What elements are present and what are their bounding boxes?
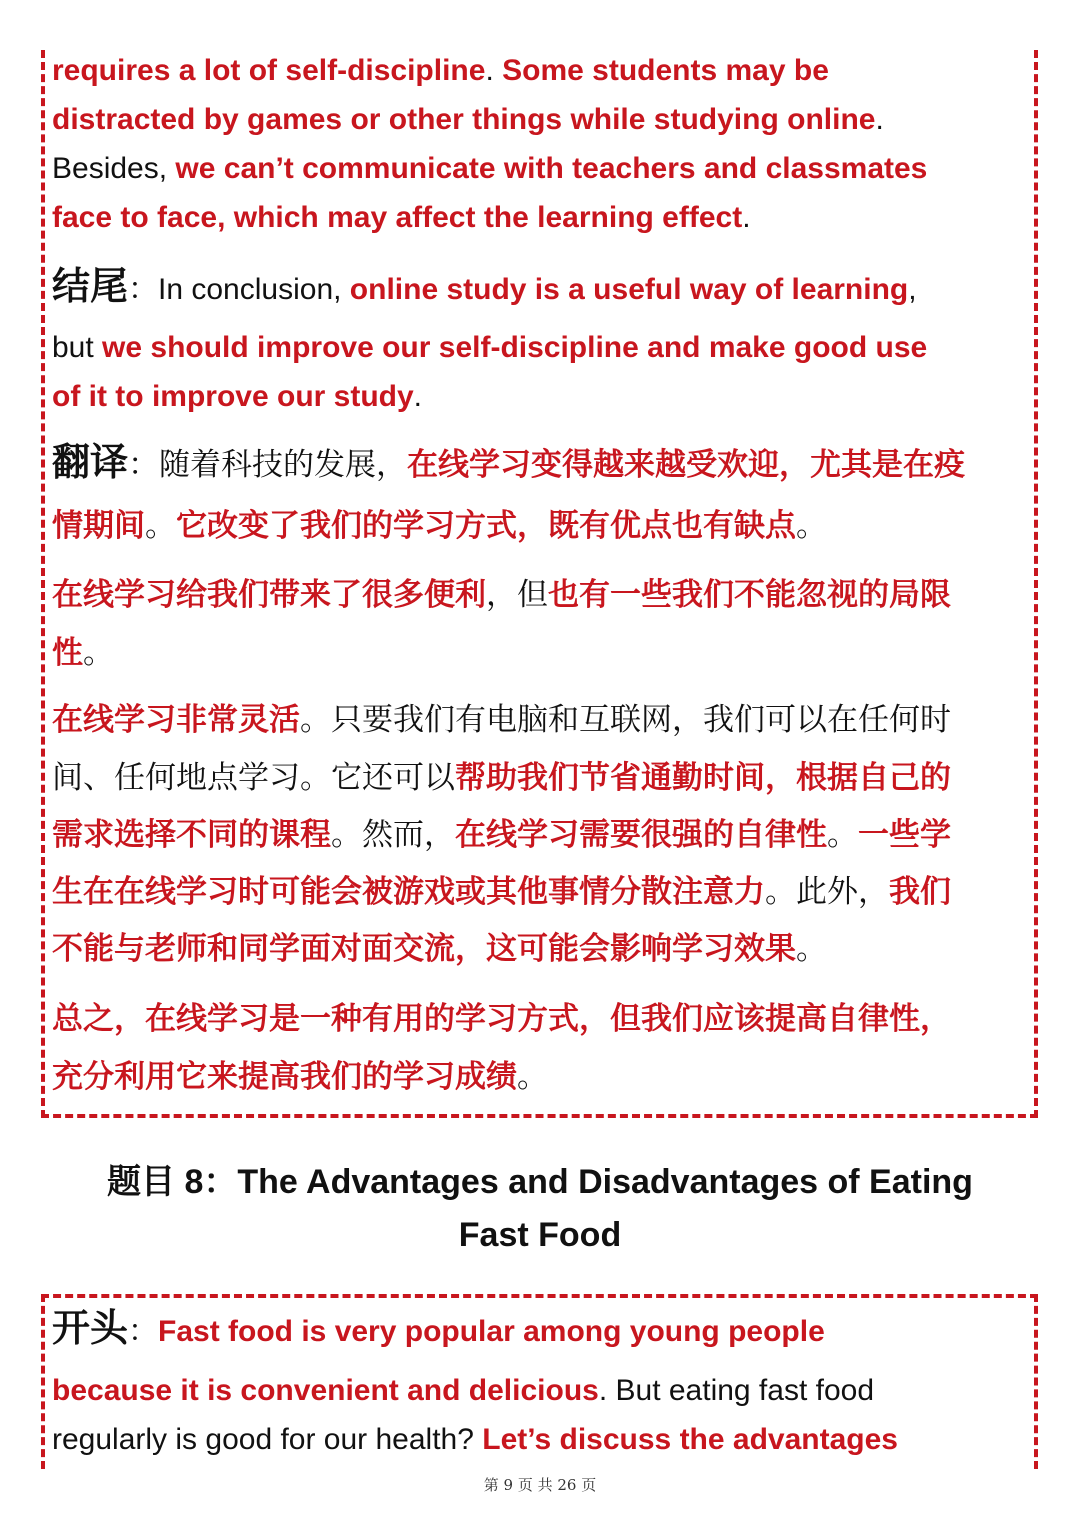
plain-text: 。此外，	[765, 874, 889, 910]
plain-text: .	[413, 380, 423, 413]
essay-line	[52, 46, 1027, 95]
plain-text: In conclusion,	[158, 273, 350, 306]
highlight-text: 性	[52, 635, 83, 671]
highlight-text: Some students may be	[502, 54, 829, 87]
plain-text: .	[485, 54, 503, 87]
translation-line	[52, 991, 1027, 1048]
opening-sep: ：	[128, 1315, 159, 1348]
translation-line	[52, 498, 1027, 555]
opening-text	[158, 1315, 825, 1348]
highlight-text: 在线学习需要很强的自律性	[455, 817, 827, 853]
highlight-text: distracted by games or other things while studying online	[52, 103, 876, 136]
highlight-text: 帮助我们节省通勤时间，根据自己的	[455, 760, 951, 796]
essay-line	[52, 144, 1027, 193]
translation-line	[52, 692, 1027, 749]
highlight-text: requires a lot of self-discipline	[52, 54, 486, 87]
translation-sep: ：	[128, 447, 160, 483]
translation-line	[52, 750, 1027, 807]
highlight-text: Fast food is very popular among young people	[158, 1315, 825, 1348]
highlight-text: 在线学习非常灵活	[52, 702, 300, 738]
essay-line	[52, 95, 1027, 144]
conclusion-sep: ：	[128, 273, 159, 306]
opening-line	[52, 1366, 1027, 1415]
plain-text: 。只要我们有电脑和互联网，我们可以在任何时	[300, 702, 951, 738]
conclusion-text	[158, 273, 917, 306]
plain-text: 。	[796, 931, 827, 967]
highlight-text: 总之，在线学习是一种有用的学习方式，但我们应该提高自律性，	[52, 1001, 951, 1037]
plain-text: 。然而，	[331, 817, 455, 853]
translation-line	[52, 921, 1027, 978]
highlight-text: 也有一些我们不能忽视的局限	[548, 577, 951, 613]
opening-line	[52, 1300, 1027, 1360]
plain-text: but	[52, 331, 103, 364]
highlight-text: 不能与老师和同学面对面交流，这可能会影响学习效果	[52, 931, 796, 967]
essay-line	[52, 193, 1027, 242]
translation-line	[52, 567, 1027, 624]
highlight-text: we can’t communicate with teachers and classmates	[175, 152, 928, 185]
highlight-text: we should improve our self-discipline and make good use	[102, 331, 928, 364]
conclusion-label: 结尾	[52, 264, 129, 308]
highlight-text: because it is convenient and delicious	[52, 1374, 599, 1407]
translation-text	[159, 447, 965, 483]
plain-text: 。	[145, 508, 176, 544]
plain-text: 。	[83, 635, 114, 671]
plain-text: . But eating fast food	[598, 1374, 875, 1407]
plain-text: 。	[796, 508, 827, 544]
conclusion-line	[52, 258, 1027, 318]
topic-title: 题目 8：The Advantages and Disadvantages of Eating	[107, 1163, 973, 1201]
plain-text: regularly is good for our health?	[52, 1423, 483, 1456]
plain-text: 随着科技的发展，	[159, 447, 408, 483]
highlight-text: 在线学习变得越来越受欢迎，尤其是在疫	[407, 447, 966, 483]
plain-text: ，但	[486, 577, 548, 613]
highlight-text: of it to improve our study	[52, 380, 414, 413]
plain-text: 间、任何地点学习。它还可以	[52, 760, 455, 796]
highlight-text: 需求选择不同的课程	[52, 817, 331, 853]
plain-text: 。	[517, 1059, 548, 1095]
highlight-text: 它改变了我们的学习方式，既有优点也有缺点	[176, 508, 796, 544]
highlight-text: Let’s discuss the advantages	[482, 1423, 898, 1456]
plain-text: .	[742, 201, 751, 234]
opening-label: 开头	[52, 1306, 129, 1350]
translation-line	[52, 807, 1027, 864]
translation-line	[52, 864, 1027, 921]
plain-text: ,	[908, 273, 917, 306]
translation-label: 翻译	[52, 440, 129, 484]
translation-line	[52, 434, 1027, 494]
topic-title-cont: Fast Food	[458, 1216, 622, 1254]
translation-line	[52, 1049, 1027, 1106]
highlight-text: 情期间	[52, 508, 145, 544]
plain-text: 。	[827, 817, 858, 853]
highlight-text: face to face, which may affect the learning effect	[52, 201, 743, 234]
highlight-text: 充分利用它来提高我们的学习成绩	[52, 1059, 517, 1095]
conclusion-line	[52, 323, 1027, 372]
highlight-text: online study is a useful way of learning	[349, 273, 909, 306]
plain-text: .	[875, 103, 884, 136]
translation-line	[52, 625, 1027, 682]
highlight-text: 在线学习给我们带来了很多便利	[52, 577, 486, 613]
highlight-text: 生在在线学习时可能会被游戏或其他事情分散注意力	[52, 874, 765, 910]
opening-line	[52, 1415, 1027, 1464]
highlight-text: 我们	[889, 874, 951, 910]
plain-text: Besides,	[52, 152, 176, 185]
page-footer: 第 9 页 共 26 页	[483, 1476, 597, 1494]
highlight-text: 一些学	[858, 817, 951, 853]
conclusion-line	[52, 372, 1027, 421]
